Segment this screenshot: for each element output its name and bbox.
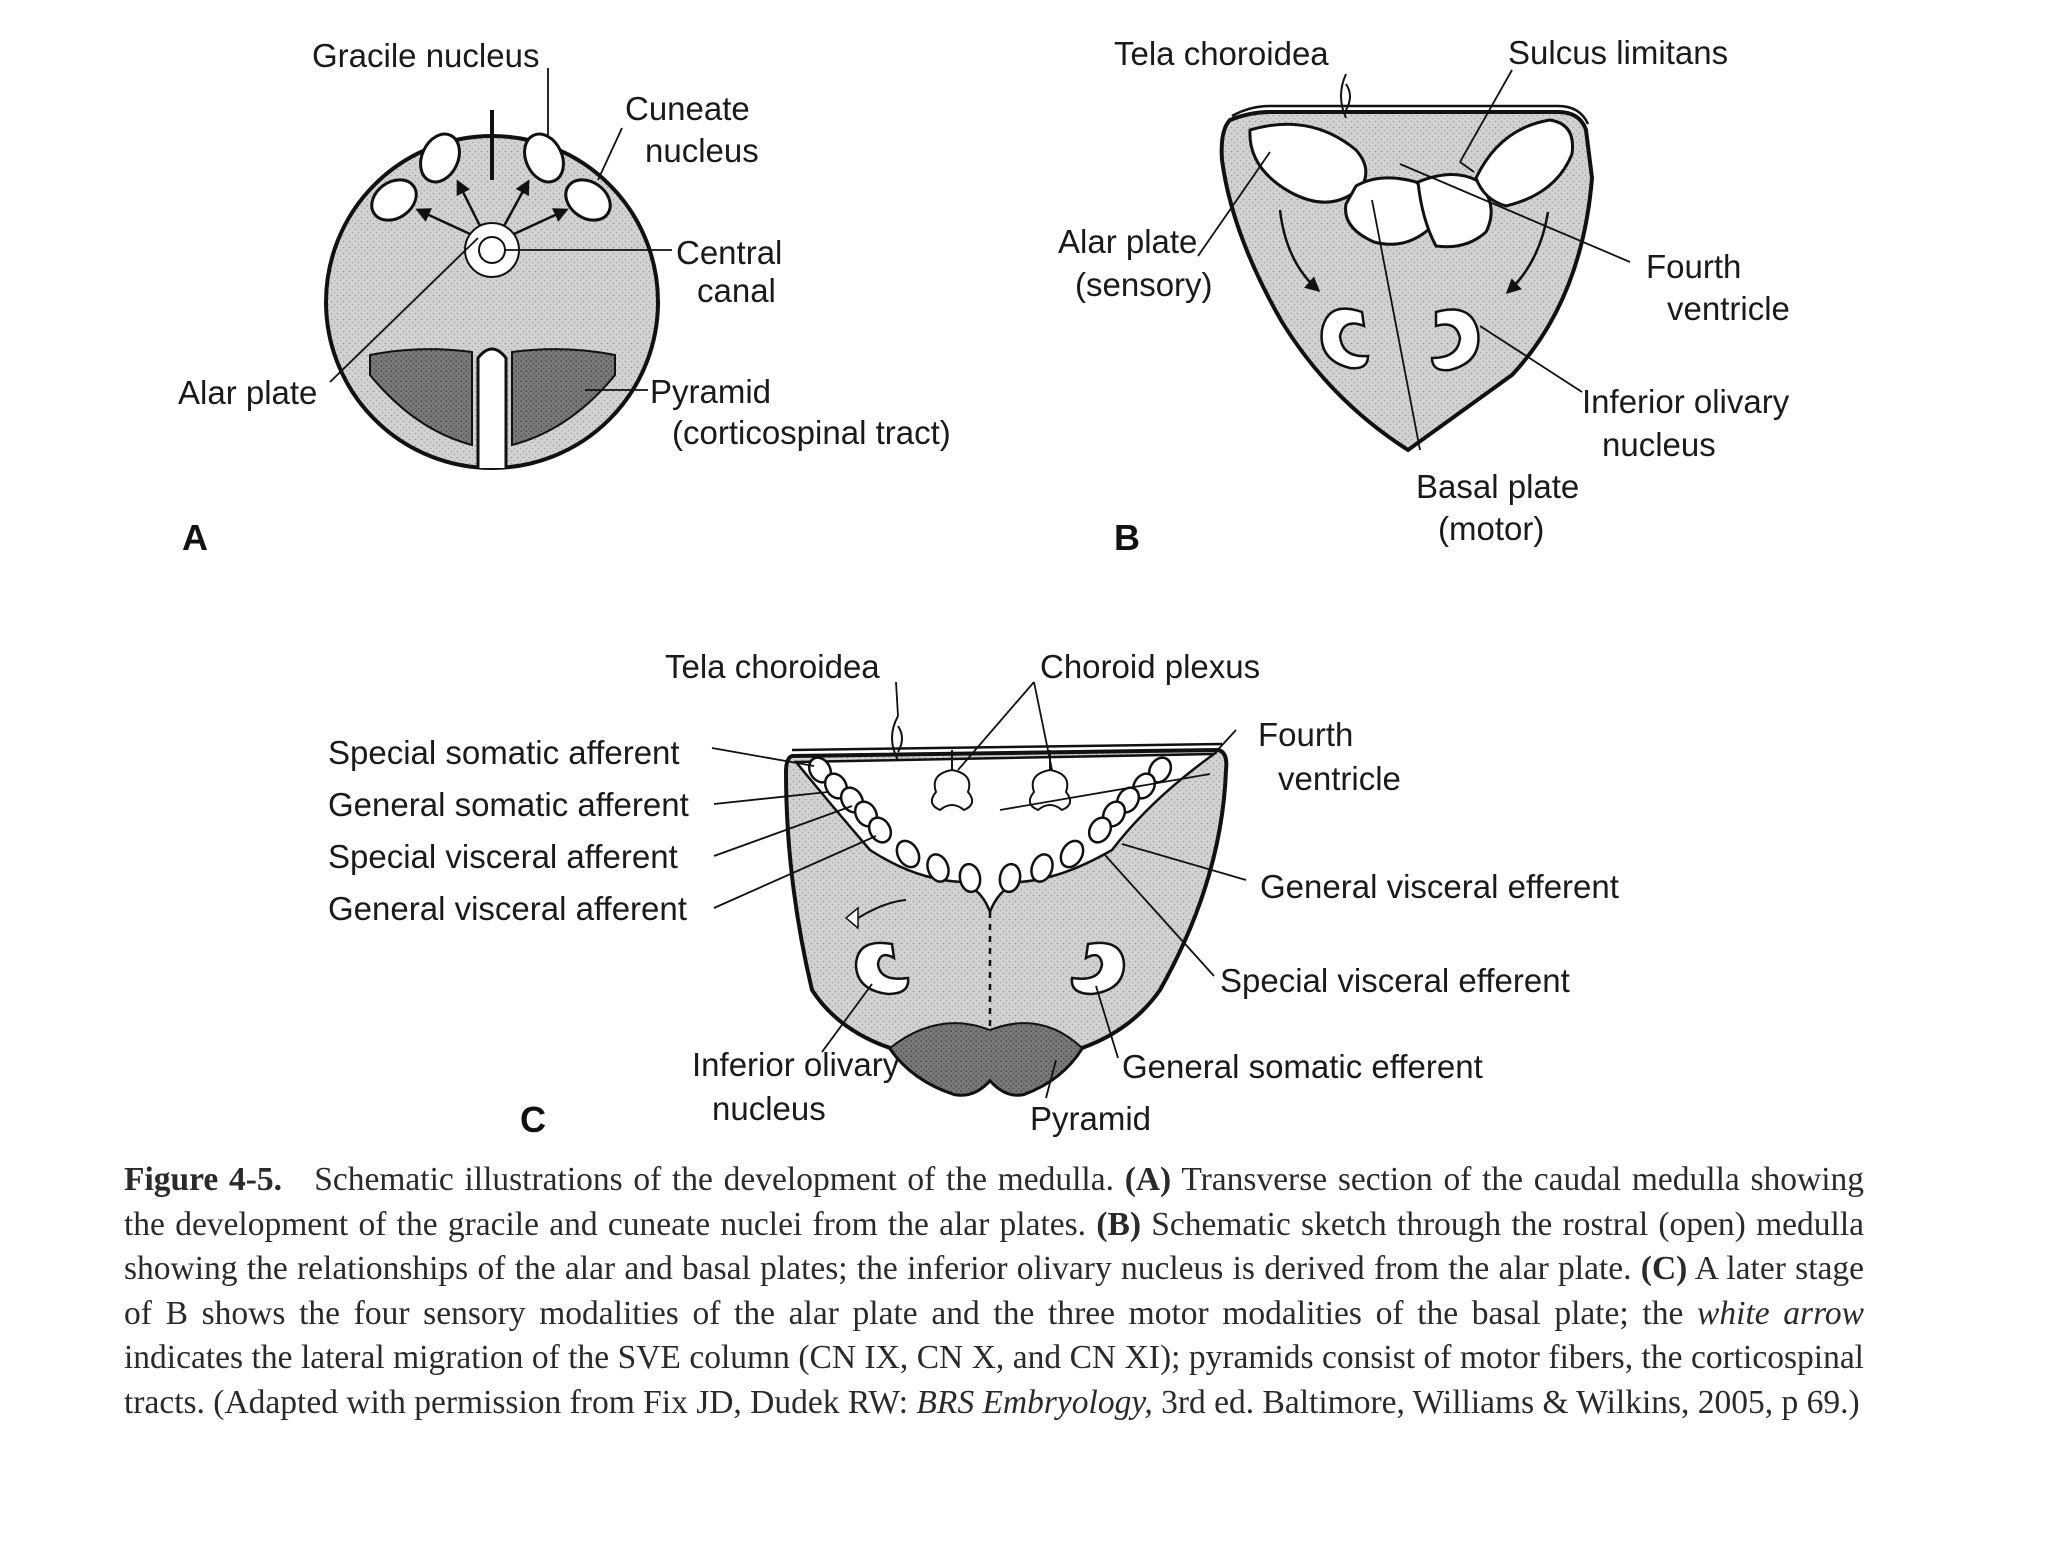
caption-tag-a: (A) [1124,1161,1172,1198]
panel-b-letter: B [1114,517,1140,558]
label-c-tela-choroidea: Tela choroidea [665,648,880,685]
caption-tag-c: (C) [1640,1250,1688,1287]
caption-text-c-2: indicates the lateral migration of the SVE column (CN IX, CN X, and CN XI); pyramids consist of motor fibers, the corticospinal tracts. (Adapted with permission from Fix JD, Dudek RW: [124,1339,1864,1421]
label-special-visceral-afferent: Special visceral afferent [328,838,678,875]
label-general-visceral-afferent: General visceral afferent [328,890,687,927]
label-pyramid-line2: (corticospinal tract) [672,414,951,451]
label-general-visceral-efferent: General visceral efferent [1260,868,1619,905]
label-inferior-olivary-line2: nucleus [1602,426,1716,463]
caption-text-a: Transverse section of the caudal medulla showing the development of the gracile and cuneate nuclei from the alar plates. [124,1161,1865,1243]
label-fourth-ventricle-line1: Fourth [1646,248,1742,285]
caption-figure-number: Figure 4-5. [124,1161,283,1198]
panel-c-letter: C [520,1099,546,1140]
label-basal-motor-line2: (motor) [1438,510,1545,547]
panel-b-section [1222,74,1592,450]
panel-a-section [326,110,658,468]
label-central-line2: canal [697,272,776,309]
caption-tag-b: (B) [1096,1205,1141,1243]
label-special-visceral-efferent: Special visceral efferent [1220,962,1570,999]
panel-a [178,37,951,558]
panel-c-section [786,716,1226,1095]
label-c-inferior-olivary-line1: Inferior olivary [692,1046,900,1083]
label-basal-motor-line1: Basal plate [1416,468,1580,505]
label-cuneate-line1: Cuneate [625,90,750,127]
panel-b [1058,34,1790,558]
label-cuneate-line2: nucleus [645,132,759,169]
label-c-fourth-ventricle-line2: ventricle [1278,760,1401,797]
label-alar-sensory-line2: (sensory) [1075,266,1213,303]
label-c-choroid-plexus: Choroid plexus [1040,648,1261,685]
figure-caption [124,1158,1864,1425]
panel-a-letter: A [182,517,208,558]
caption-citation-end: 3rd ed. Baltimore, Williams & Wilkins, 2005, p 69.) [1161,1383,1860,1421]
label-fourth-ventricle-line2: ventricle [1667,290,1790,327]
label-central-line1: Central [676,234,783,271]
label-gracile-nucleus: Gracile nucleus [312,37,540,74]
caption-text-b: Schematic sketch through the rostral (open) medulla showing the relationships of the alar and basal plates; the inferior olivary nucleus is derived from the alar plate. [124,1205,1864,1287]
label-pyramid-line1: Pyramid [650,373,772,410]
caption-italic-white-arrow: white arrow [1697,1294,1864,1332]
panel-c [328,648,1619,1140]
caption-intro: Schematic illustrations of the development of the medulla. [314,1161,1114,1198]
label-c-pyramid: Pyramid [1030,1100,1152,1137]
label-c-fourth-ventricle-line1: Fourth [1258,716,1354,753]
label-alar-sensory-line1: Alar plate [1058,223,1198,260]
label-c-inferior-olivary-line2: nucleus [712,1090,826,1127]
label-inferior-olivary-line1: Inferior olivary [1582,383,1790,420]
label-alar-plate: Alar plate [178,374,318,411]
label-general-somatic-afferent: General somatic afferent [328,786,689,823]
caption-book-title: BRS Embryology, [916,1383,1153,1421]
caption-text-c-1: A later stage of B shows the four sensory modalities of the alar plate and the three motor modalities of the basal plate; the [124,1250,1864,1332]
label-sulcus-limitans: Sulcus limitans [1508,34,1729,71]
label-tela-choroidea: Tela choroidea [1114,35,1329,72]
label-special-somatic-afferent: Special somatic afferent [328,734,680,771]
label-general-somatic-efferent: General somatic efferent [1122,1048,1483,1085]
